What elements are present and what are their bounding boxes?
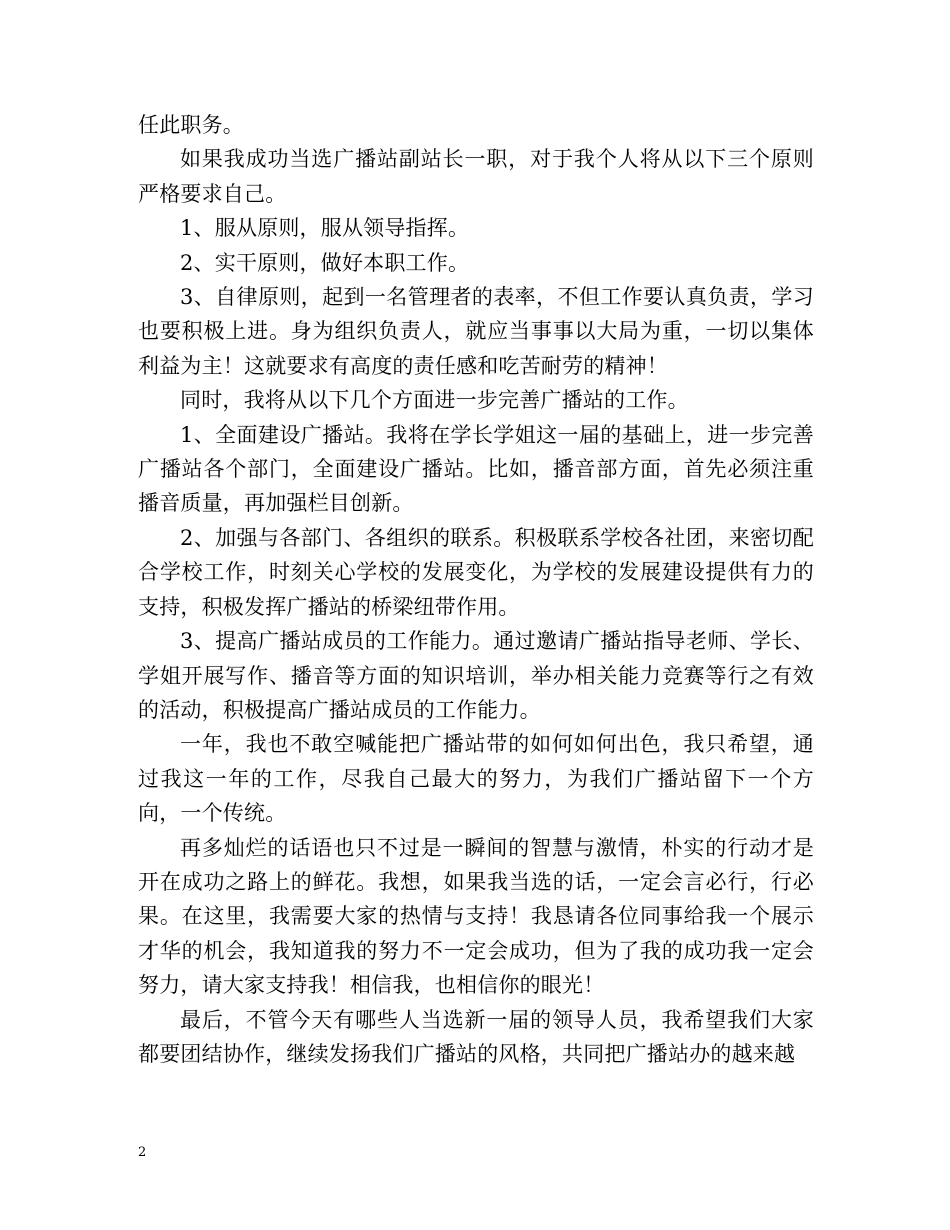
paragraph-one-year: 一年，我也不敢空喊能把广播站带的如何如何出色，我只希望，通过我这一年的工作，尽我自己最大的努力，为我们广播站留下一个方向，一个传统。 bbox=[138, 732, 814, 826]
paragraph-appeal: 再多灿烂的话语也只不过是一瞬间的智慧与激情，朴实的行动才是开在成功之路上的鲜花。我想，如果我当选的话，一定会言必行，行必果。在这里，我需要大家的热情与支持！我恳请各位同事给我一个展示才华的机会，我知道我的努力不一定会成功，但为了我的成功我一定会努力，请大家支持我！相信我，也相信你的眼光！ bbox=[138, 835, 814, 998]
paragraph-principle-1: 1、服从原则，服从领导指挥。 bbox=[180, 216, 470, 241]
paragraph-principle-2: 2、实干原则，做好本职工作。 bbox=[180, 250, 470, 275]
paragraph-plan-1: 1、全面建设广播站。我将在学长学姐这一届的基础上，进一步完善广播站各个部门，全面建设广播站。比如，播音部方面，首先必须注重播音质量，再加强栏目创新。 bbox=[138, 422, 814, 516]
paragraph-principle-3: 3、自律原则，起到一名管理者的表率，不但工作要认真负责，学习也要积极上进。身为组织负责人，就应当事事以大局为重，一切以集体利益为主！这就要求有高度的责任感和吃苦耐劳的精神！ bbox=[138, 285, 814, 378]
paragraph-principles-intro: 如果我成功当选广播站副站长一职，对于我个人将从以下三个原则严格要求自己。 bbox=[138, 147, 814, 206]
page-number: 2 bbox=[138, 1145, 147, 1160]
paragraph-plan-2: 2、加强与各部门、各组织的联系。积极联系学校各社团，来密切配合学校工作，时刻关心学校的发展变化，为学校的发展建设提供有力的支持，积极发挥广播站的桥梁纽带作用。 bbox=[138, 525, 814, 619]
document-body bbox=[138, 108, 814, 1071]
paragraph-plan-3: 3、提高广播站成员的工作能力。通过邀请广播站指导老师、学长、学姐开展写作、播音等方面的知识培训，举办相关能力竞赛等行之有效的活动，积极提高广播站成员的工作能力。 bbox=[138, 629, 814, 722]
paragraph-continuation: 任此职务。 bbox=[138, 113, 244, 137]
paragraph-closing: 最后，不管今天有哪些人当选新一届的领导人员，我希望我们大家都要团结协作，继续发扬我们广播站的风格，共同把广播站办的越来越 bbox=[138, 1007, 814, 1066]
paragraph-plans-intro: 同时，我将从以下几个方面进一步完善广播站的工作。 bbox=[180, 388, 689, 413]
